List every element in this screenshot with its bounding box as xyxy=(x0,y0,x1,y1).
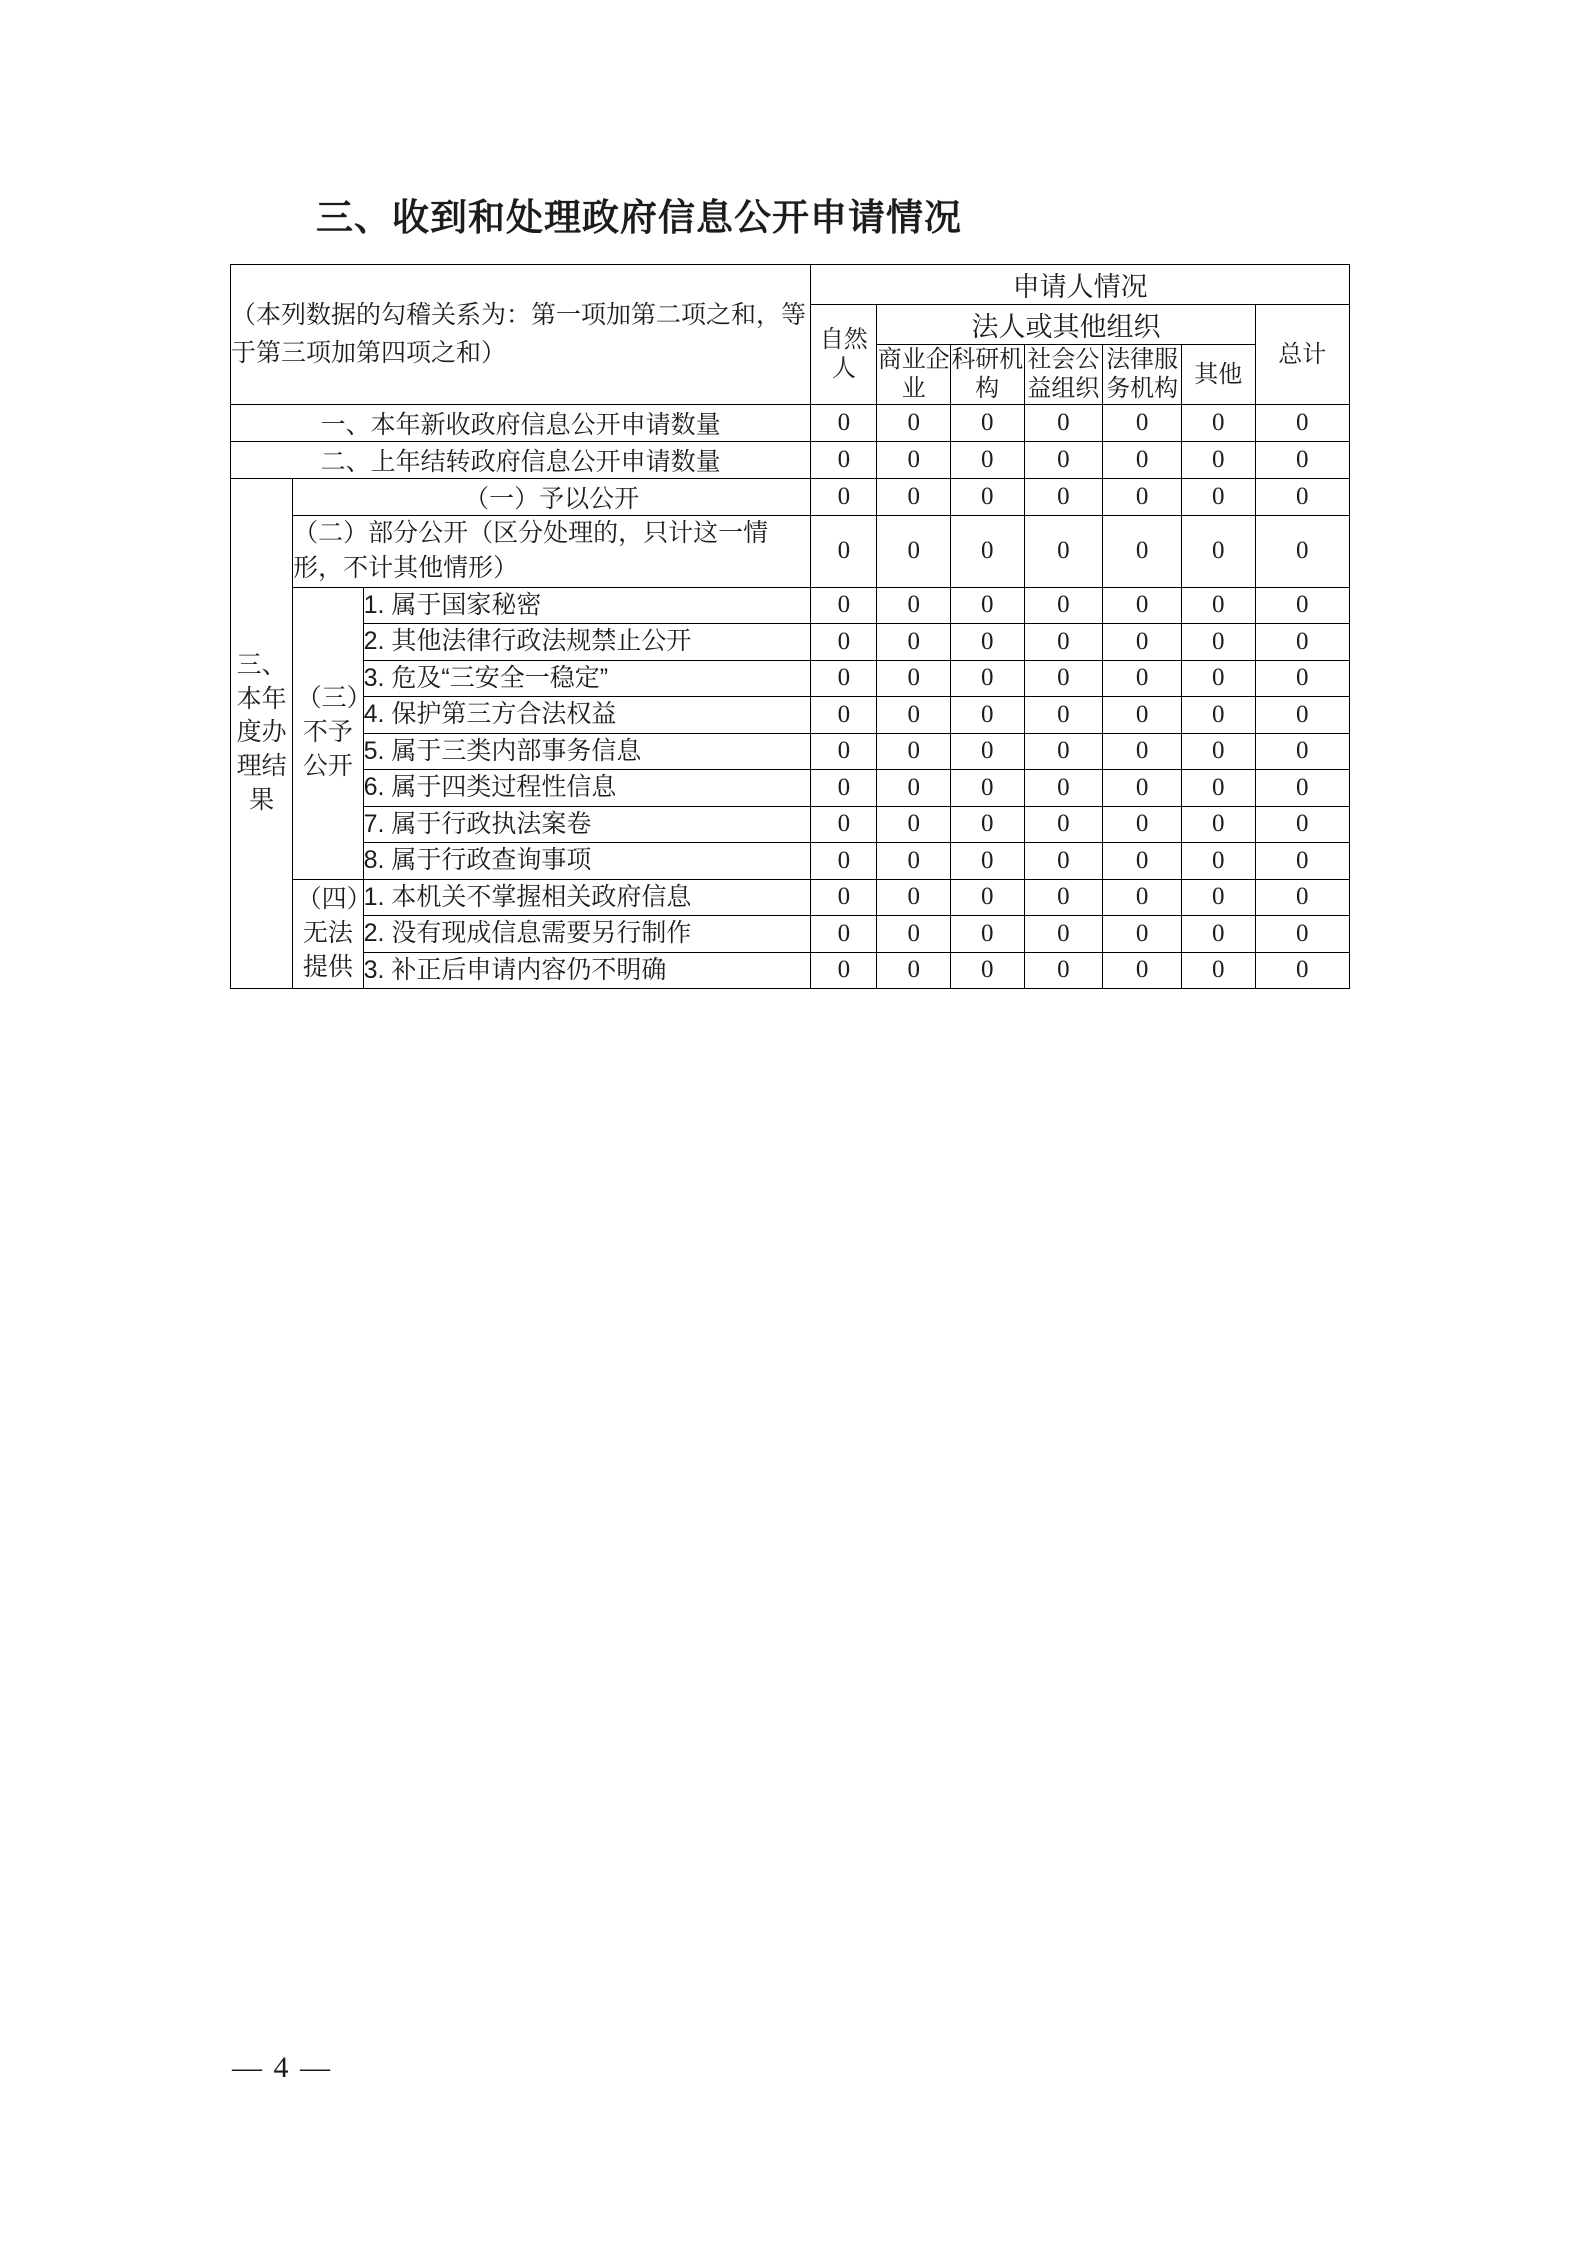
cell-value: 0 xyxy=(1255,697,1349,734)
cell-value: 0 xyxy=(811,916,877,953)
column-header-research-institution: 科研机构 xyxy=(951,346,1024,403)
row-label-nd-3: 3. 危及“三安全一稳定” xyxy=(363,660,811,697)
cell-value: 0 xyxy=(1182,879,1256,916)
cell-value: 0 xyxy=(1024,733,1103,770)
table-row xyxy=(231,660,1350,697)
cell-value: 0 xyxy=(1103,697,1182,734)
page-title: 三、收到和处理政府信息公开申请情况 xyxy=(316,197,962,238)
table-row xyxy=(231,587,1350,624)
table-row xyxy=(231,770,1350,807)
cell-value: 0 xyxy=(1255,806,1349,843)
cell-value: 0 xyxy=(1103,952,1182,989)
column-header-natural-person: 自然人 xyxy=(811,305,877,405)
cell-value: 0 xyxy=(877,843,951,880)
cell-value: 0 xyxy=(877,916,951,953)
cell-value: 0 xyxy=(1103,515,1182,587)
cell-value: 0 xyxy=(1182,441,1256,478)
table-row xyxy=(231,697,1350,734)
cell-value: 0 xyxy=(877,624,951,661)
cell-value: 0 xyxy=(1182,916,1256,953)
cell-value: 0 xyxy=(1255,660,1349,697)
table-row xyxy=(231,515,1350,587)
cell-value: 0 xyxy=(811,952,877,989)
table-row xyxy=(231,843,1350,880)
row-label-nd-8: 8. 属于行政查询事项 xyxy=(363,843,811,880)
table-row xyxy=(231,733,1350,770)
section-label-annual-result: 三、本年度办理结果 xyxy=(231,478,293,989)
cell-value: 0 xyxy=(1182,515,1256,587)
cell-value: 0 xyxy=(951,587,1025,624)
cell-value: 0 xyxy=(877,441,951,478)
cell-value: 0 xyxy=(1255,916,1349,953)
cell-value: 0 xyxy=(1182,806,1256,843)
page-number: — 4 — xyxy=(232,2051,332,2084)
row-label-np-1: 1. 本机关不掌握相关政府信息 xyxy=(363,879,811,916)
cell-value: 0 xyxy=(1024,404,1103,441)
cell-value: 0 xyxy=(1103,916,1182,953)
cell-value: 0 xyxy=(811,624,877,661)
cell-value: 0 xyxy=(811,843,877,880)
cell-value: 0 xyxy=(1024,478,1103,515)
cell-value: 0 xyxy=(1255,587,1349,624)
cell-value: 0 xyxy=(877,478,951,515)
cell-value: 0 xyxy=(877,952,951,989)
column-header-other: 其他 xyxy=(1182,345,1256,405)
cell-value: 0 xyxy=(951,879,1025,916)
cell-value: 0 xyxy=(951,952,1025,989)
cell-value: 0 xyxy=(811,697,877,734)
cell-value: 0 xyxy=(1182,952,1256,989)
cell-value: 0 xyxy=(1024,879,1103,916)
cell-value: 0 xyxy=(1182,770,1256,807)
cell-value: 0 xyxy=(951,916,1025,953)
row-label-nd-2: 2. 其他法律行政法规禁止公开 xyxy=(363,624,811,661)
cell-value: 0 xyxy=(1182,697,1256,734)
cell-value: 0 xyxy=(1182,478,1256,515)
cell-value: 0 xyxy=(951,697,1025,734)
table-row xyxy=(231,624,1350,661)
cell-value: 0 xyxy=(951,515,1025,587)
table-row xyxy=(231,952,1350,989)
cell-value: 0 xyxy=(1024,952,1103,989)
cell-value: 0 xyxy=(1103,879,1182,916)
cell-value: 0 xyxy=(877,879,951,916)
cell-value: 0 xyxy=(877,733,951,770)
cell-value: 0 xyxy=(1024,806,1103,843)
column-header-social-welfare-org: 社会公益组织 xyxy=(1024,345,1103,405)
table-row xyxy=(231,916,1350,953)
cell-value: 0 xyxy=(1255,952,1349,989)
cell-value: 0 xyxy=(877,660,951,697)
cell-value: 0 xyxy=(1024,660,1103,697)
cell-value: 0 xyxy=(1255,478,1349,515)
row-label-nd-7: 7. 属于行政执法案卷 xyxy=(363,806,811,843)
cell-value: 0 xyxy=(1103,404,1182,441)
cell-value: 0 xyxy=(1182,843,1256,880)
cell-value: 0 xyxy=(877,697,951,734)
cell-value: 0 xyxy=(1024,843,1103,880)
cell-value: 0 xyxy=(1255,515,1349,587)
subsection-label-unable-to-provide: （四）无法提供 xyxy=(293,879,363,989)
cell-value: 0 xyxy=(1103,478,1182,515)
cell-value: 0 xyxy=(1103,660,1182,697)
cell-value: 0 xyxy=(951,660,1025,697)
cell-value: 0 xyxy=(877,770,951,807)
row-label-partial-disclose: （二）部分公开（区分处理的，只计这一情形，不计其他情形） xyxy=(293,515,811,587)
cell-value: 0 xyxy=(1255,879,1349,916)
cell-value: 0 xyxy=(1182,587,1256,624)
cell-value: 0 xyxy=(1024,697,1103,734)
cell-value: 0 xyxy=(951,441,1025,478)
cell-value: 0 xyxy=(877,587,951,624)
cell-value: 0 xyxy=(1103,770,1182,807)
cell-value: 0 xyxy=(877,404,951,441)
row-label-nd-6: 6. 属于四类过程性信息 xyxy=(363,770,811,807)
cell-value: 0 xyxy=(1182,733,1256,770)
cell-value: 0 xyxy=(951,733,1025,770)
cell-value: 0 xyxy=(1255,843,1349,880)
cell-value: 0 xyxy=(1182,660,1256,697)
cell-value: 0 xyxy=(1024,587,1103,624)
cell-value: 0 xyxy=(1255,770,1349,807)
table-row xyxy=(231,879,1350,916)
row-label-nd-4: 4. 保护第三方合法权益 xyxy=(363,697,811,734)
cell-value: 0 xyxy=(811,404,877,441)
row-label-nd-5: 5. 属于三类内部事务信息 xyxy=(363,733,811,770)
cell-value: 0 xyxy=(811,515,877,587)
cell-value: 0 xyxy=(1024,441,1103,478)
row-label-np-2: 2. 没有现成信息需要另行制作 xyxy=(363,916,811,953)
group-header-applicant: 申请人情况 xyxy=(811,265,1350,305)
cell-value: 0 xyxy=(1182,624,1256,661)
cell-value: 0 xyxy=(1103,843,1182,880)
row-label-nd-1: 1. 属于国家秘密 xyxy=(363,587,811,624)
column-header-total: 总计 xyxy=(1255,305,1349,405)
cell-value: 0 xyxy=(1103,733,1182,770)
cell-value: 0 xyxy=(1182,404,1256,441)
cell-value: 0 xyxy=(1024,624,1103,661)
cell-value: 0 xyxy=(811,660,877,697)
cell-value: 0 xyxy=(811,806,877,843)
cell-value: 0 xyxy=(951,806,1025,843)
cell-value: 0 xyxy=(951,404,1025,441)
table-row xyxy=(231,441,1350,478)
table-row xyxy=(231,478,1350,515)
cell-value: 0 xyxy=(877,806,951,843)
table-row xyxy=(231,806,1350,843)
cell-value: 0 xyxy=(1255,404,1349,441)
column-header-legal-service-org: 法律服务机构 xyxy=(1103,345,1182,405)
cell-value: 0 xyxy=(1103,441,1182,478)
cell-value: 0 xyxy=(1255,624,1349,661)
cell-value: 0 xyxy=(1024,515,1103,587)
cell-value: 0 xyxy=(1024,770,1103,807)
cell-value: 0 xyxy=(1103,806,1182,843)
disclosure-request-table xyxy=(230,264,1350,989)
table-header-row-1 xyxy=(231,265,1350,305)
disclosure-request-table-container xyxy=(230,264,1350,989)
cell-value: 0 xyxy=(951,478,1025,515)
cell-value: 0 xyxy=(811,587,877,624)
cell-value: 0 xyxy=(1255,733,1349,770)
group-header-legal-person: 法人或其他组织 xyxy=(877,305,1255,345)
table-row xyxy=(231,404,1350,441)
cell-value: 0 xyxy=(877,515,951,587)
cell-value: 0 xyxy=(1103,624,1182,661)
cell-value: 0 xyxy=(1103,587,1182,624)
cell-value: 0 xyxy=(951,770,1025,807)
row-label-carried-over: 二、上年结转政府信息公开申请数量 xyxy=(231,441,811,478)
cell-value: 0 xyxy=(811,770,877,807)
row-label-disclose: （一）予以公开 xyxy=(293,478,811,515)
row-label-np-3: 3. 补正后申请内容仍不明确 xyxy=(363,952,811,989)
cell-value: 0 xyxy=(811,478,877,515)
cell-value: 0 xyxy=(1255,441,1349,478)
subsection-label-not-disclosed: （三）不予公开 xyxy=(293,587,363,879)
table-note-cell: （本列数据的勾稽关系为：第一项加第二项之和，等于第三项加第四项之和） xyxy=(231,265,811,405)
cell-value: 0 xyxy=(951,843,1025,880)
cell-value: 0 xyxy=(811,879,877,916)
row-label-new-received: 一、本年新收政府信息公开申请数量 xyxy=(231,404,811,441)
cell-value: 0 xyxy=(811,441,877,478)
cell-value: 0 xyxy=(811,733,877,770)
cell-value: 0 xyxy=(1024,916,1103,953)
column-header-commercial-enterprise: 商业企业 xyxy=(877,346,950,403)
cell-value: 0 xyxy=(951,624,1025,661)
